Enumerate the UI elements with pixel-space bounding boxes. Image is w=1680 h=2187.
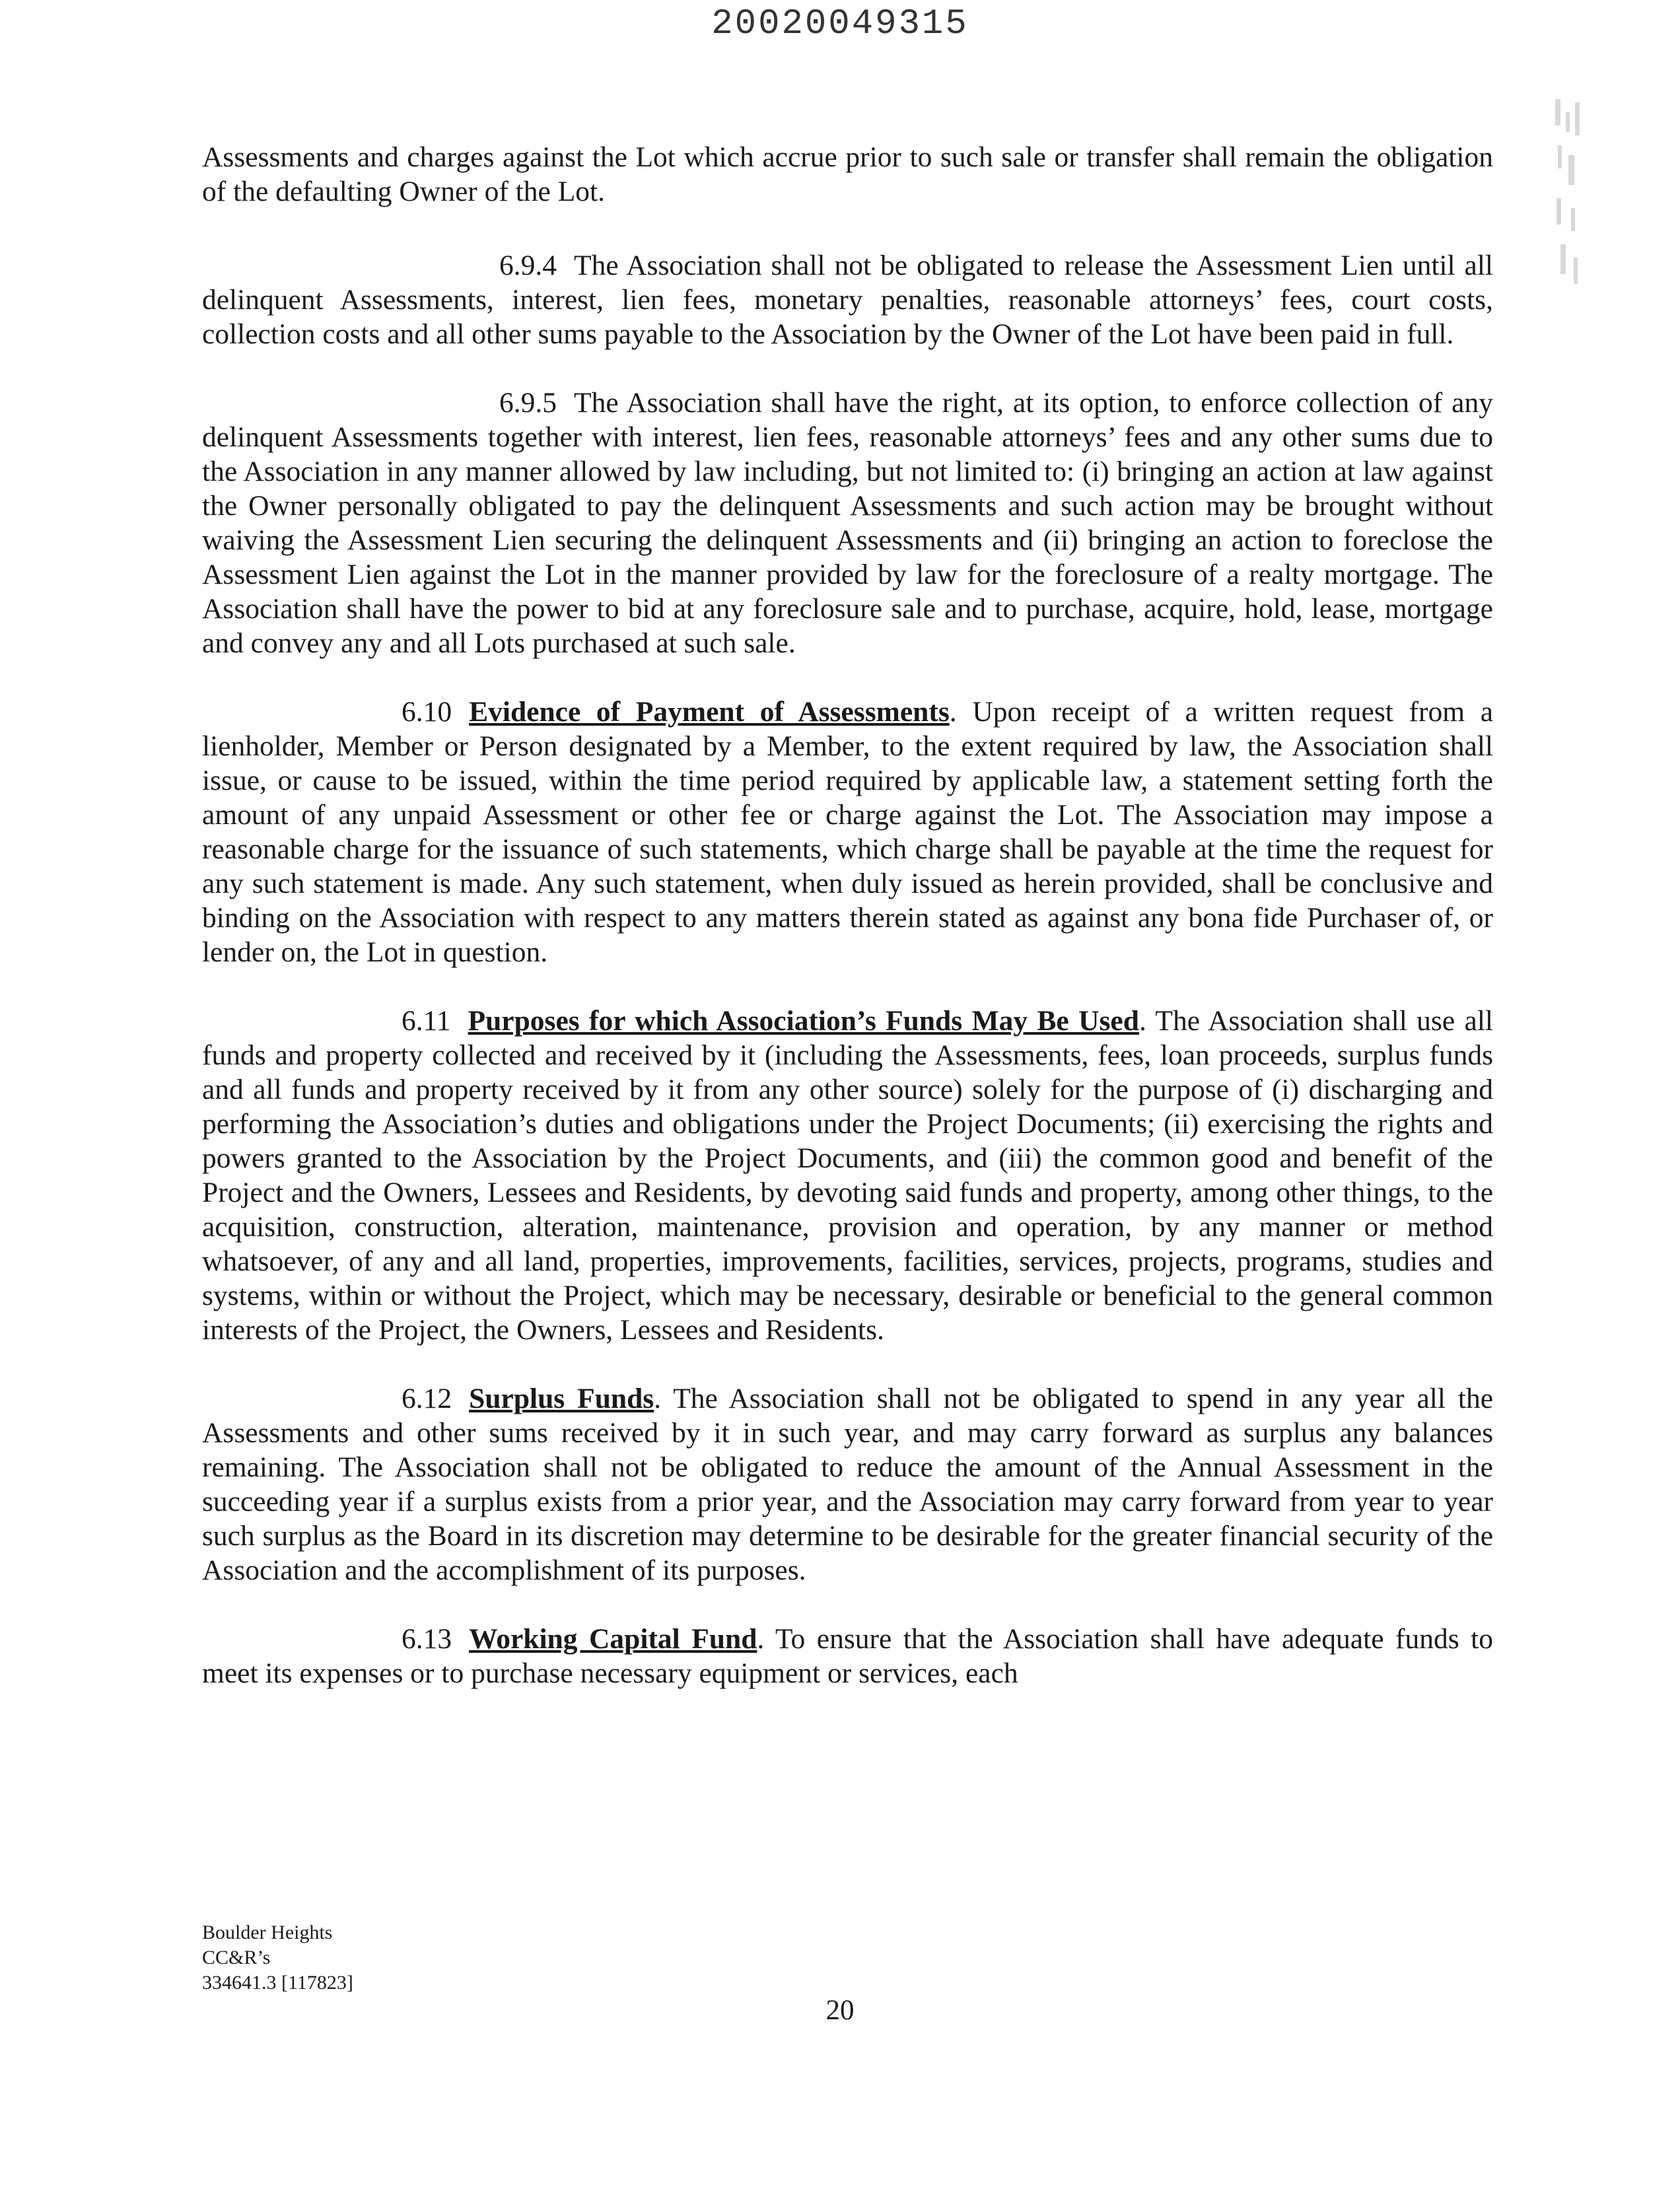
section-number: 6.12 [402, 1383, 452, 1414]
footer-project-name: Boulder Heights [202, 1922, 333, 1943]
paragraph-text: The Association shall not be obligated to spend in any year all the Assessments and other sums received by it in such year, and may carry forward as surplus any balances remaining. The Association shall not be obligated to reduce the amount of the Annual Assessment in the succeeding year if a surplus exists from a prior year, and the Association may carry forward from year to year such surplus as the Board in its discretion may determine to be desirable for the greater financial security of the Association and the accomplishment of its purposes. [202, 1383, 1494, 1586]
paragraph-6-10: 6.10 Evidence of Payment of Assessments. Upon receipt of a written request from a lienholder, Member or Person designated by a Member, to the extent required by law, the Association shall issue, or cause to be issued, within the time period required by applicable law, a statement setting forth the amount of any unpaid Assessment or other fee or charge against the Lot. The Association may impose a reasonable charge for the issuance of such statements, which charge shall be payable at the time the request for any such statement is made. Any such statement, when duly issued as herein provided, shall be conclusive and binding on the Association with respect to any matters therein stated as against any bona fide Purchaser of, or lender on, the Lot in question. [202, 696, 1494, 968]
footer-document-type: CC&R’s [202, 1947, 271, 1968]
section-number: 6.13 [402, 1623, 452, 1655]
footer-reference-number: 334641.3 [117823] [202, 1972, 353, 1994]
section-heading: Evidence of Payment of Assessments [469, 696, 950, 728]
paragraph-text: The Association shall use all funds and property collected and received by it (including the Assessments, fees, loan proceeds, surplus funds and all funds and property received by it from any other source) solely for the purpose of (i) discharging and performing the Association’s duties and obligations under the Project Documents; (ii) exercising the rights and powers granted to the Association by the Project Documents, and (iii) the common good and benefit of the Project and the Owners, Lessees and Residents, by devoting said funds and property, among other things, to the acquisition, construction, alteration, maintenance, provision and operation, by any manner or method whatsoever, of any and all land, properties, improvements, facilities, services, projects, programs, studies and systems, within or without the Project, which may be necessary, desirable or beneficial to the general common interests of the Project, the Owners, Lessees and Residents. [202, 1005, 1493, 1346]
paragraph-continuation: Assessments and charges against the Lot which accrue prior to such sale or transfer shall remain the obligation of the defaulting Owner of the Lot. [202, 141, 1493, 207]
paragraph-6-9-5 [202, 386, 1493, 660]
section-heading: Purposes for which Association’s Funds May Be Used [468, 1005, 1139, 1037]
paragraph-text: To ensure that the Association shall have adequate funds to meet its expenses or to purchase necessary equipment or services, each [202, 1623, 1494, 1689]
section-heading: Working Capital Fund [469, 1623, 757, 1655]
paragraph-text: Upon receipt of a written request from a lienholder, Member or Person designated by a Member, to the extent required by law, the Association shall issue, or cause to be issued, within the time period required by applicable law, a statement setting forth the amount of any unpaid Assessment or other fee or charge against the Lot. The Association may impose a reasonable charge for the issuance of such statements, which charge shall be payable at the time the request for any such statement is made. Any such statement, when duly issued as herein provided, shall be conclusive and binding on the Association with respect to any matters therein stated as against any bona fide Purchaser of, or lender on, the Lot in question. [202, 696, 1494, 968]
document-number: 20020049315 [711, 4, 969, 44]
paragraph-6-13: 6.13 Working Capital Fund. To ensure that the Association shall have adequate funds to meet its expenses or to purchase necessary equipment or services, each [202, 1623, 1494, 1689]
page-number: 20 [825, 1995, 855, 2026]
paragraph-text: The Association shall have the right, at its option, to enforce collection of any delinquent Assessments together with interest, lien fees, reasonable attorneys’ fees and any other sums due to the Association in any manner allowed by law including, but not limited to: (i) bringing an action at law against the Owner personally obligated to pay the delinquent Assessments and such action may be brought without waiving the Assessment Lien securing the delinquent Assessments and (ii) bringing an action to foreclose the Assessment Lien against the Lot in the manner provided by law for the foreclosure of a realty mortgage. The Association shall have the power to bid at any foreclosure sale and to purchase, acquire, hold, lease, mortgage and convey any and all Lots purchased at such sale. [202, 387, 1493, 659]
paragraph-6-9-4 [202, 248, 1493, 351]
section-number: 6.9.4 [499, 250, 557, 281]
paragraph-6-12: 6.12 Surplus Funds. The Association shall not be obligated to spend in any year all the Assessments and other sums received by it in such year, and may carry forward as surplus any balances remaining. The Association shall not be obligated to reduce the amount of the Annual Assessment in the succeeding year if a surplus exists from a prior year, and the Association may carry forward from year to year such surplus as the Board in its discretion may determine to be desirable for the greater financial security of the Association and the accomplishment of its purposes. [202, 1383, 1494, 1586]
paragraph-text: The Association shall not be obligated to release the Assessment Lien until all delinquent Assessments, interest, lien fees, monetary penalties, reasonable attorneys’ fees, court costs, collection costs and all other sums payable to the Association by the Owner of the Lot have been paid in full. [202, 250, 1493, 350]
faded-stamp-mark [1549, 92, 1588, 304]
section-heading: Surplus Funds [469, 1383, 654, 1414]
document-footer [202, 1920, 353, 1996]
page-body [202, 140, 1493, 1725]
section-number: 6.10 [402, 696, 452, 728]
section-number: 6.9.5 [499, 387, 557, 419]
paragraph-6-11: 6.11 Purposes for which Association’s Funds May Be Used. The Association shall use all funds and property collected and received by it (including the Assessments, fees, loan proceeds, surplus funds and all funds and property received by it from any other source) solely for the purpose of (i) discharging and performing the Association’s duties and obligations under the Project Documents; (ii) exercising the rights and powers granted to the Association by the Project Documents, and (iii) the common good and benefit of the Project and the Owners, Lessees and Residents, by devoting said funds and property, among other things, to the acquisition, construction, alteration, maintenance, provision and operation, by any manner or method whatsoever, of any and all land, properties, improvements, facilities, services, projects, programs, studies and systems, within or without the Project, which may be necessary, desirable or beneficial to the general common interests of the Project, the Owners, Lessees and Residents. [202, 1005, 1493, 1346]
section-number: 6.11 [402, 1005, 451, 1037]
